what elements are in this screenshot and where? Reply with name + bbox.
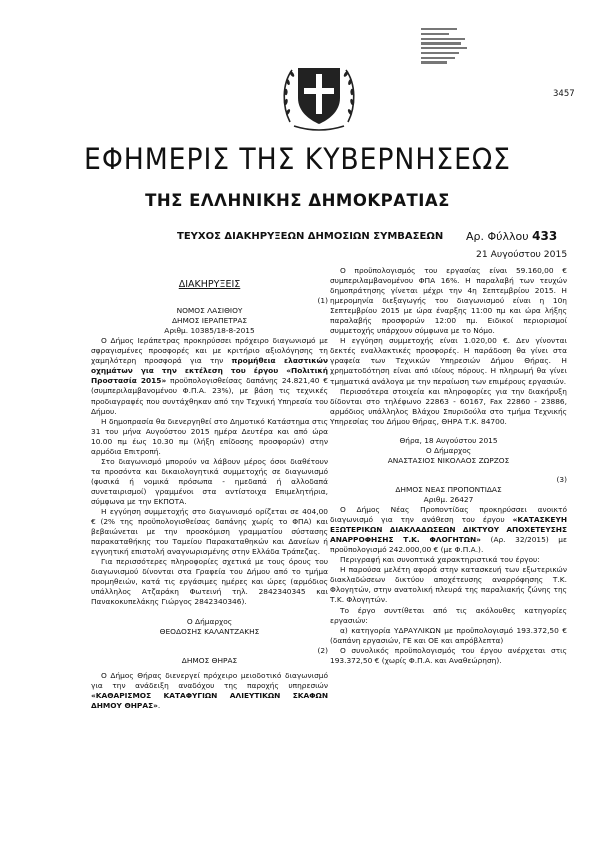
gazette-title: ΕΦΗΜΕΡΙΣ ΤΗΣ ΚΥΒΕΡΝΗΣΕΩΣ (84, 142, 511, 176)
text-run: (Αρ. 32/2015) με προϋπολογισμό 242.000,00 € (με Φ.Π.Α.). (330, 535, 567, 555)
notice-org: ΔΗΜΟΣ ΘΗΡΑΣ (181, 655, 238, 665)
notice-paragraph: Η εγγύηση συμμετοχής στο διαγωνισμό ορίζεται σε 404,00 € (2% της προϋπολογισθείσας δαπάνης χωρίς το ΦΠΑ) και βεβαιώνεται με την προσκόμιση γραμματίου σύστασης παρακαταθήκης του Ταμείου Παρακαταθηκών και Δανείων ή εγγυητική επιστολή αναγνωρισμένης στην Ελλάδα Τράπεζας. (91, 507, 328, 557)
issue-date: 21 Αυγούστου 2015 (476, 249, 568, 260)
notice-number: (2) (317, 645, 328, 655)
notice-paragraph: α) κατηγορία ΥΔΡΑΥΛΙΚΩΝ με προϋπολογισμό 193.372,50 € (δαπάνη εργασιών, ΓΕ και ΟΕ και απρόβλεπτα) (330, 625, 567, 645)
notice-paragraph: Η εγγύηση συμμετοχής είναι 1.020,00 €. Δεν γίνονται δεκτές εναλλακτικές προσφορές. Η παράδοση θα γίνει στα γραφεία των Τεχνικών Υπηρεσιών Δήμου Θήρας. Η χρηματοδότηση είναι από ιδίους πόρους. Η πληρωμή θα γίνει τμηματικά ανάλογα με την περαίωση των επιμέρους εργασιών. (330, 336, 567, 386)
page-number: 3457 (553, 89, 575, 99)
text-run: . (157, 700, 161, 710)
sheet-label: Αρ. Φύλλου (466, 230, 529, 243)
project-title: προμήθεια ελαστικών οχημάτων για την εκτέλεση του έργου «Πολιτική Προστασία 2015» (91, 356, 328, 386)
project-title: «ΚΑΘΑΡΙΣΜΟΣ ΚΑΤΑΦΥΓΙΩΝ ΑΛΙΕΥΤΙΚΩΝ ΣΚΑΦΩΝ ΔΗΜΟΥ ΘΗΡΑΣ» (91, 690, 328, 710)
publisher-stamp (421, 28, 469, 66)
gazette-subtitle: ΤΗΣ ΕΛΛΗΝΙΚΗΣ ΔΗΜΟΚΡΑΤΙΑΣ (145, 191, 450, 210)
signer-title: Ο Δήμαρχος (425, 445, 472, 455)
notice-paragraph: Το έργο συντίθεται από τις ακόλουθες κατηγορίες εργασιών: (330, 605, 567, 625)
text-run: προϋπολογισθείσας δαπάνης 24.821,40 € (συμπεριλαμβανομένου Φ.Π.Α. 23%), με βάση τις τεχνικές προδιαγραφές που συντάχθηκαν από την Τεχνική Υπηρεσία του Δήμου. (91, 376, 328, 416)
signer-name: ΑΝΑΣΤΑΣΙΟΣ ΝΙΚΟΛΑΟΣ ΖΩΡΖΟΣ (387, 455, 510, 465)
notice-paragraph (91, 336, 328, 416)
sign-date: Θήρα, 18 Αυγούστου 2015 (399, 435, 498, 445)
sheet-number (466, 229, 557, 243)
notice-paragraph: Για περισσότερες πληροφορίες σχετικά με τους όρους του διαγωνισμού δίνονται στα Γραφεία του Δήμου από το τμήμα προμηθειών, κατά τις εργάσιμες ημέρες και ώρες (αρμόδιος υπάλληλος Ατζαράκη Φωτεινή τηλ. 2842340345 και Πανακοκυπελάκης Γιώργος 2842340346). (91, 557, 328, 607)
right-column (330, 266, 567, 666)
notice-paragraph: Περισσότερα στοιχεία και πληροφορίες για την διακήρυξη δίδονται στο τηλέφωνο 22863 - 60167, Fax 22860 - 23886, αρμόδιος υπάλληλος Βλάχου Σπυριδούλα στο τμήμα Τεχνικής Υπηρεσίας του Δήμου Θήρας, ΘΗΡΑ Τ.Κ. 84700. (330, 386, 567, 426)
notice-paragraph (91, 671, 328, 711)
signer-name: ΘΕΟΔΟΣΗΣ ΚΑΛΑΝΤΖΑΚΗΣ (159, 626, 260, 636)
notice-paragraph: Η παρούσα μελέτη αφορά στην κατασκευή των εξωτερικών διακλαδώσεων δικτύου αποχέτευσης αναρρόφησης Τ.Κ. Φλογητών, στην ανατολική πλευρά της παραλιακής ζώνης της Τ.Κ. Φλογητών. (330, 565, 567, 605)
notice-ref: Αριθμ. 26427 (423, 494, 474, 504)
text-run: Ο Δήμος Ιεράπετρας προκηρύσσει πρόχειρο διαγωνισμό με σφραγισμένες προσφορές και με κριτήριο αξιολόγησης τη χαμηλότερη προσφορά για την (91, 336, 328, 366)
text-run: Ο Δήμος Νέας Προποντίδας προκηρύσσει ανοικτό διαγωνισμό για την ανάθεση του έργου (330, 505, 567, 525)
coat-of-arms-emblem (280, 56, 358, 134)
notice-number: (1) (317, 296, 328, 306)
notice-paragraph (330, 505, 567, 555)
notice-org: ΔΗΜΟΣ ΙΕΡΑΠΕΤΡΑΣ (171, 316, 248, 326)
notice-org: ΝΟΜΟΣ ΛΑΣΙΘΙΟΥ (176, 306, 243, 316)
project-title: «ΚΑΤΑΣΚΕΥΗ ΕΞΩΤΕΡΙΚΩΝ ΔΙΑΚΛΑΔΩΣΕΩΝ ΔΙΚΤΥΟΥ ΑΠΟΧΕΤΕΥΣΗΣ ΑΝΑΡΡΟΦΗΣΗΣ Τ.Κ. ΦΛΟΓΗΤΩΝ» (330, 515, 567, 545)
section-title: ΔΙΑΚΗΡΥΞΕΙΣ (178, 279, 241, 290)
sheet-number-value: 433 (532, 229, 558, 243)
notice-paragraph: Στο διαγωνισμό μπορούν να λάβουν μέρος όσοι διαθέτουν τα προσόντα και δικαιολογητικά συμμετοχής σε διαγωνισμό (φυσικά ή νομικά πρόσωπα - ημεδαπά ή αλλοδαπά συνεταιρισμοί) γραμμένοι στα αντίστοιχα Επιμελητήρια, σύμφωνα με την ΕΚΠΟΤΑ. (91, 456, 328, 506)
notice-paragraph: Περιγραφή και συνοπτικά χαρακτηριστικά του έργου: (340, 555, 540, 565)
left-column (91, 266, 328, 711)
signer-title: Ο Δήμαρχος (186, 616, 233, 626)
notice-org: ΔΗΜΟΣ ΝΕΑΣ ΠΡΟΠΟΝΤΙΔΑΣ (395, 484, 502, 494)
notice-paragraph: Ο συνολικός προϋπολογισμός του έργου ανέρχεται στις 193.372,50 € (χωρίς Φ.Π.Α. και Αναθεώρηση). (330, 645, 567, 665)
text-run: Ο Δήμος Θήρας διενεργεί πρόχειρο μειοδοτικό διαγωνισμό για την ανάδειξη αναδόχου της παροχής υπηρεσιών (91, 670, 328, 690)
notice-paragraph: Ο προϋπολογισμός του εργασίας είναι 59.160,00 € συμπεριλαμβανομένου ΦΠΑ 16%. Η παραλαβή των τευχών δημοπράτησης γίνεται μέχρι την 4η Σεπτεμβρίου 2015. Η ημερομηνία διεξαγωγής του διαγωνισμού είναι η 10η Σεπτεμβρίου 2015 με ώρα έναρξης 11:00 πμ και ώρα λήξης παραλαβής προσφορών 12:00 πμ. Ειδικοί περιορισμοί συμμετοχής υπάρχουν σύμφωνα με το Νόμο. (330, 266, 567, 336)
notice-number: (3) (556, 474, 567, 484)
issue-label: ΤΕΥΧΟΣ ΔΙΑΚΗΡΥΞΕΩΝ ΔΗΜΟΣΙΩΝ ΣΥΜΒΑΣΕΩΝ (177, 231, 444, 242)
notice-paragraph: Η δημοπρασία θα διενεργηθεί στο Δημοτικό Κατάστημα στις 31 του μήνα Αυγούστου 2015 ημέρα Δευτέρα και από ώρα 10.00 πμ έως 10.30 πμ (λήξη επίδοσης προσφορών) στην αρμόδια Επιτροπή. (91, 416, 328, 456)
notice-ref: Αριθμ. 10385/18-8-2015 (164, 326, 255, 336)
